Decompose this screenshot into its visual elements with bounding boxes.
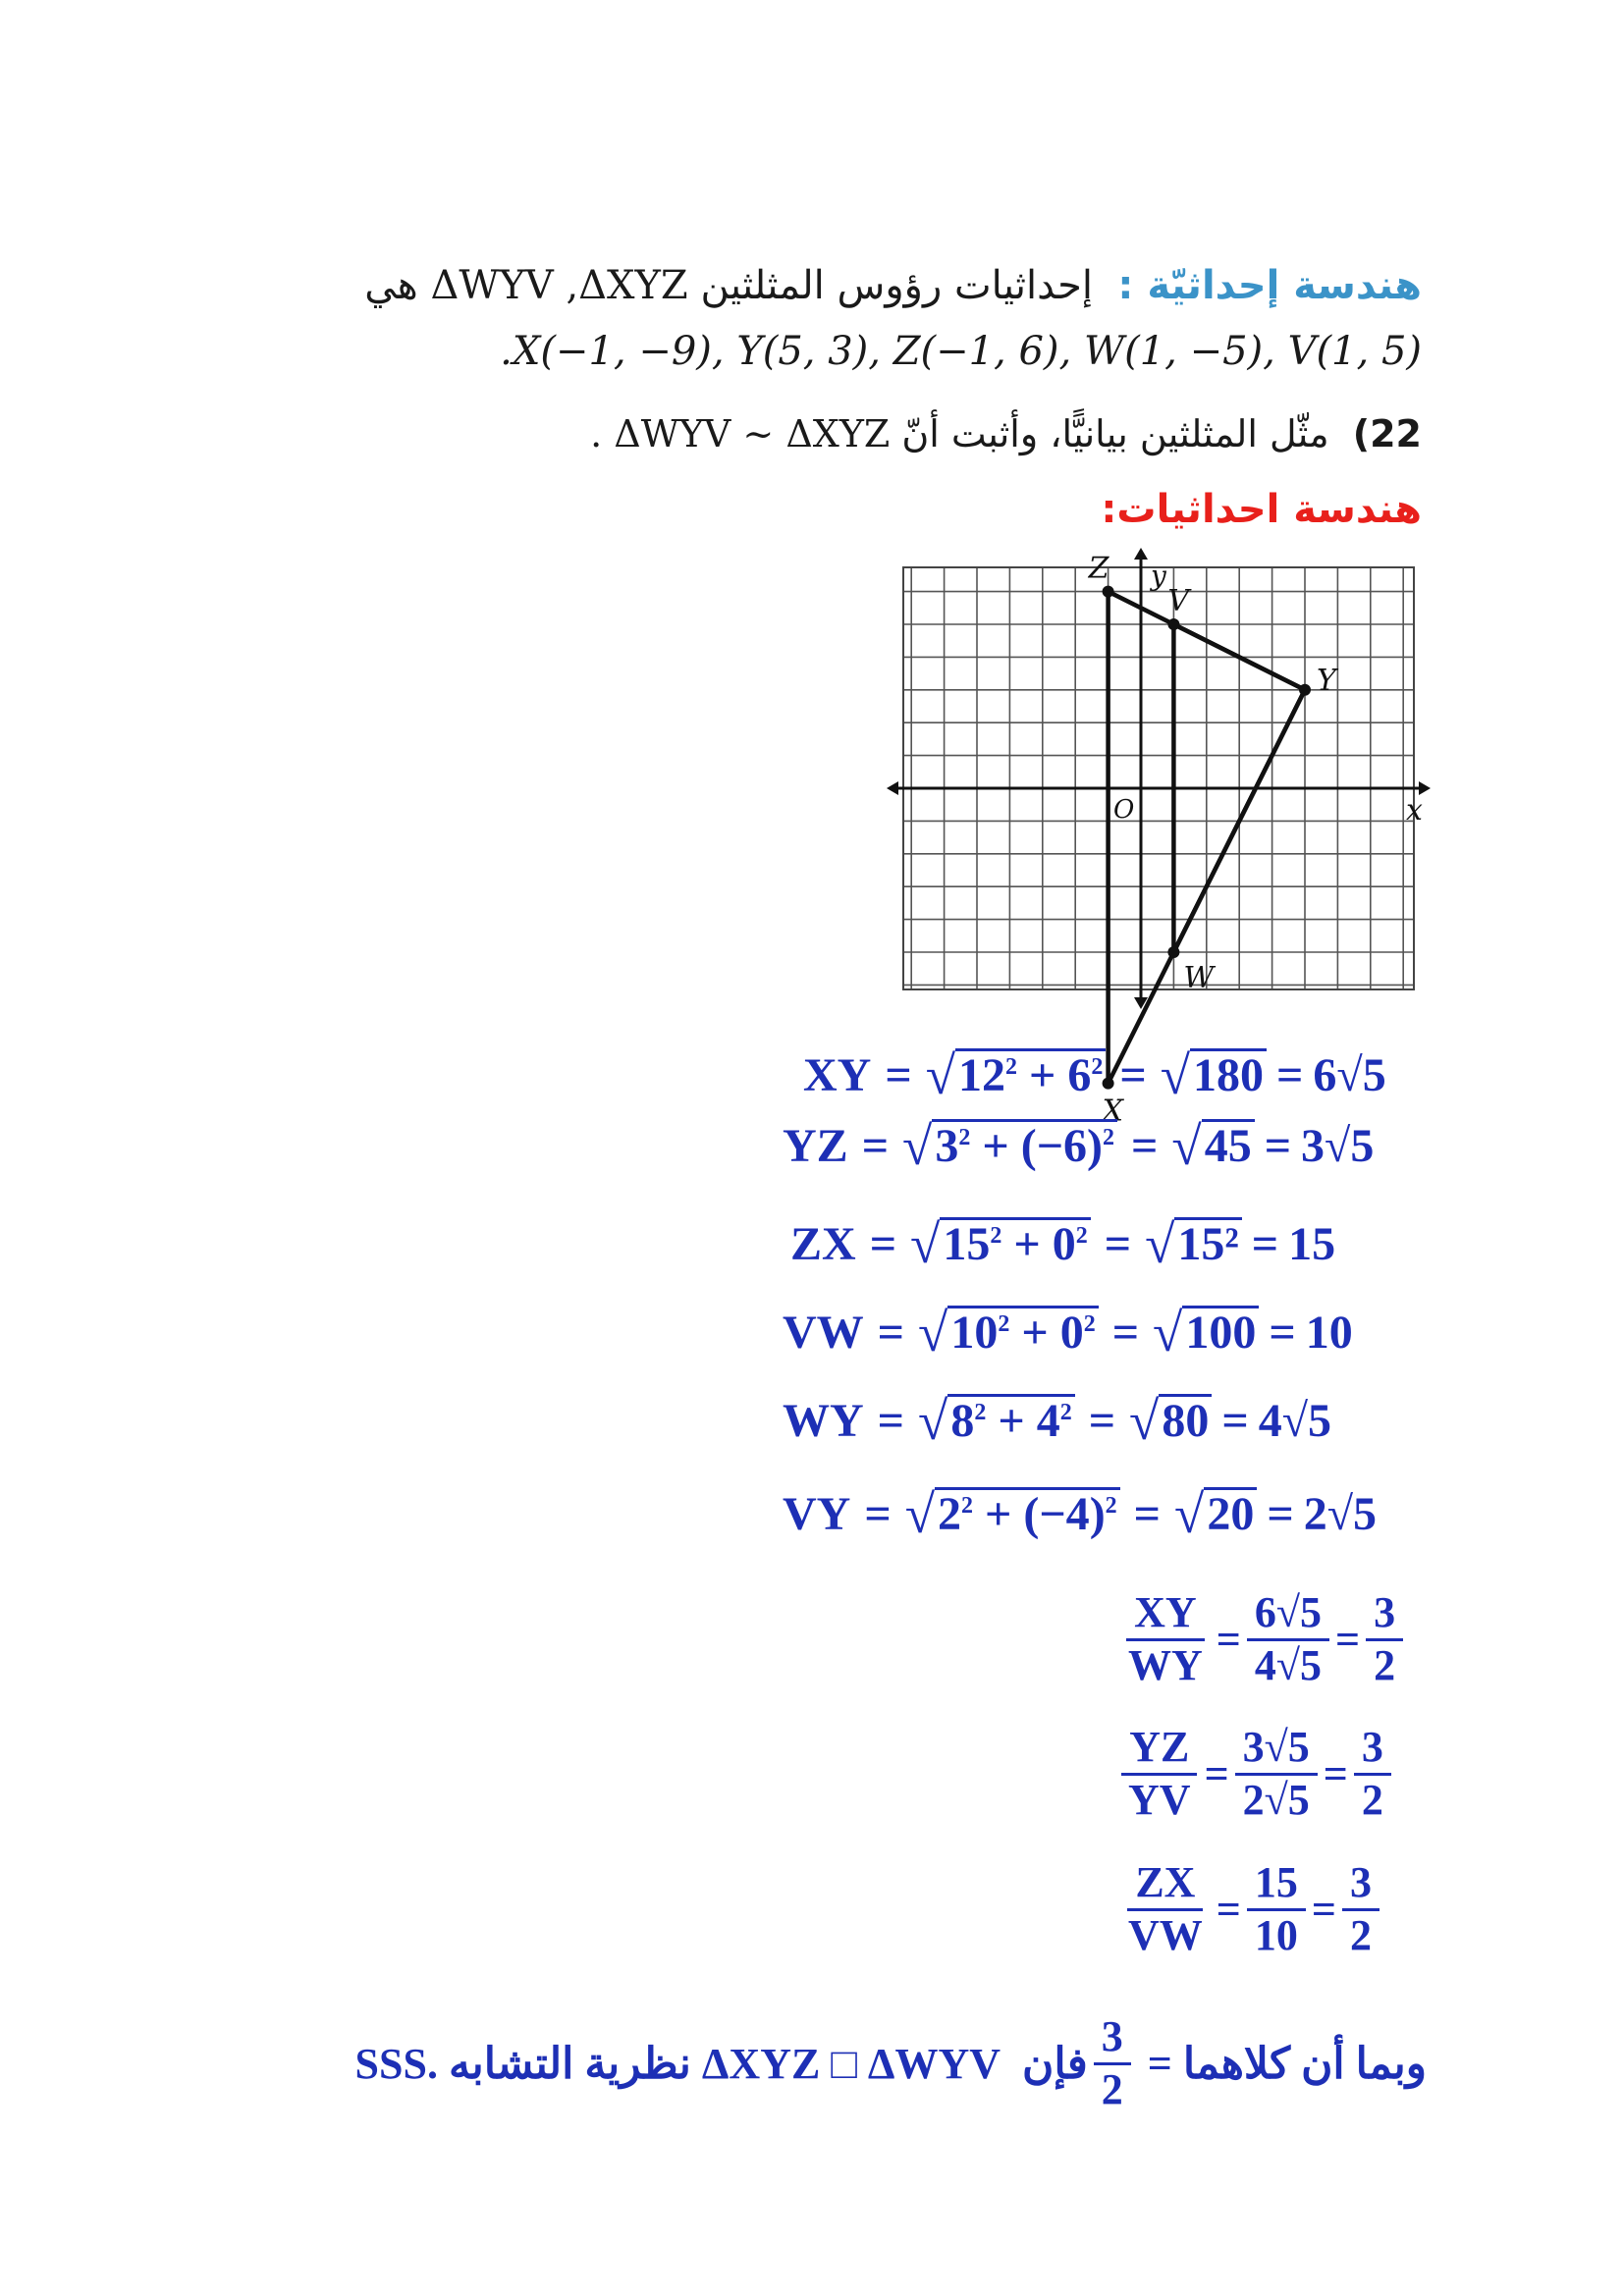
x-axis-label: x [1406, 793, 1423, 828]
conclusion-fraction [1094, 2012, 1131, 2114]
term-b: 6 [1067, 1049, 1092, 1101]
operator: + [998, 1395, 1025, 1447]
distance-equation: VY = √ $2^2 + (-4)^2$ = √ 20 = 2√5 [783, 1484, 1378, 1544]
term-b: 0 [1052, 1218, 1076, 1270]
question [590, 412, 1422, 455]
ratio-equation: $\frac{YZ}{YV}$ = $\frac{3√5}{2√5}$ = $\frac{3}{2}$ [1114, 1723, 1397, 1825]
ratio-value-den: 2 [1361, 1775, 1383, 1824]
ratio-lengths-num: 3√5 [1235, 1723, 1318, 1776]
problem-header [364, 263, 1422, 308]
simplified-radical: √ 15² [1145, 1217, 1242, 1271]
ratio-sides-num: YZ [1121, 1723, 1197, 1776]
vertices-list: .X(−1, −9), Y(5, 3), Z(−1, 6), W(1, −5), V(1, 5) [500, 329, 1422, 374]
segment-label: VY [783, 1488, 851, 1541]
ratio-lengths-den: 4√5 [1254, 1640, 1323, 1689]
ratio-lengths-den: 10 [1254, 1910, 1298, 1959]
theorem-name: SSS. [354, 2039, 438, 2088]
problem-intro: إحداثيات رؤوس المثلثين ΔWYV ,ΔXYZ هي [364, 263, 1093, 308]
radicand: 180 [1190, 1048, 1267, 1102]
y-axis-arrow-up [1134, 548, 1148, 560]
conclusion-frac-den: 2 [1101, 2064, 1123, 2113]
simplified-radical: √ 80 [1129, 1394, 1212, 1448]
distance-radical: √ $3^2 + (-6)^2$ [902, 1119, 1117, 1173]
distance-equation: WY = √ $8^2 + 4^2$ = √ 80 = 4√5 [783, 1391, 1332, 1451]
radicand: 15² [1174, 1217, 1241, 1271]
point-label-z: Z [1088, 551, 1109, 586]
point-y [1299, 684, 1311, 696]
ratio-sides [1120, 1858, 1211, 1960]
ratio-lengths-num: 6√5 [1247, 1588, 1329, 1641]
segment-label: YZ [783, 1120, 848, 1173]
distance-result: 6√5 [1313, 1049, 1386, 1102]
ratio-lengths-den: 2√5 [1242, 1775, 1310, 1824]
question-text: مثّل المثلثين بيانيًّا، وأثبت أنّ ΔWYV ~ ΔXYZ . [590, 412, 1329, 455]
distance-result: 2√5 [1303, 1488, 1378, 1541]
grid-lines [903, 567, 1414, 989]
ratio-lengths-num: 15 [1247, 1858, 1306, 1911]
distance-result: 15 [1288, 1218, 1336, 1271]
x-axis-arrow-left [887, 781, 898, 795]
conclusion-part1: وبما أن كلاهما [1182, 2039, 1427, 2088]
point-w [1167, 946, 1179, 958]
ratio-equation: $\frac{XY}{WY}$ = $\frac{6√5}{4√5}$ = $\frac{3}{2}$ [1114, 1588, 1409, 1690]
simplified-radical: √ 45 [1171, 1119, 1254, 1173]
distance-radical: √ $12^2 + 6^2$ [926, 1048, 1107, 1102]
segment-label: VW [783, 1307, 864, 1360]
operator: + [1021, 1307, 1049, 1359]
section-label: هندسة إحداثيّة : [1117, 263, 1422, 308]
point-label-v: V [1167, 584, 1190, 618]
simplified-radical: √ 180 [1161, 1048, 1267, 1102]
term-b: −6 [1036, 1120, 1088, 1172]
distance-radical: √ $15^2 + 0^2$ [910, 1217, 1091, 1271]
conclusion-frac-num: 3 [1094, 2012, 1131, 2065]
ratio-equation: $\frac{ZX}{VW}$ = $\frac{15}{10}$ = $\frac{3}{2}$ [1114, 1858, 1385, 1960]
point-label-y: Y [1317, 663, 1336, 698]
operator: + [1028, 1049, 1056, 1101]
distance-result: 4√5 [1258, 1395, 1332, 1448]
distance-radical: √ $10^2 + 0^2$ [918, 1306, 1099, 1360]
ratio-lengths [1247, 1588, 1329, 1690]
ratio-sides-den: VW [1128, 1910, 1203, 1959]
term-a: 12 [957, 1049, 1005, 1101]
ratio-value-num: 3 [1366, 1588, 1403, 1641]
graph-labels [1088, 552, 1423, 1129]
term-b: 0 [1059, 1307, 1084, 1359]
segment-label: ZX [790, 1218, 856, 1271]
radicand: 80 [1159, 1394, 1212, 1448]
term-b: 4 [1036, 1395, 1060, 1447]
term-a: 8 [950, 1395, 975, 1447]
point-label-w: W [1183, 961, 1215, 995]
question-number: 22) [1352, 412, 1422, 455]
ratio-value-den: 2 [1349, 1910, 1372, 1959]
term-a: 15 [943, 1218, 991, 1270]
simplified-radical: √ 20 [1174, 1487, 1257, 1541]
ratio-value [1366, 1588, 1403, 1690]
term-a: 3 [935, 1120, 959, 1172]
ratio-sides-den: WY [1128, 1640, 1203, 1689]
y-axis-label: y [1151, 560, 1166, 592]
origin-label: O [1113, 795, 1135, 825]
simplified-radical: √ 100 [1153, 1306, 1259, 1360]
operator: + [982, 1120, 1009, 1172]
ratio-sides-num: XY [1126, 1588, 1205, 1641]
radicand: 100 [1182, 1306, 1259, 1360]
ratio-value-num: 3 [1354, 1723, 1391, 1776]
point-v [1167, 618, 1179, 630]
ratio-lengths [1247, 1858, 1306, 1960]
radicand: 20 [1204, 1487, 1257, 1541]
ratio-sides [1120, 1723, 1199, 1825]
conclusion-part3: نظرية التشابه [448, 2039, 691, 2088]
ratio-value [1354, 1723, 1391, 1825]
conclusion-part2: فإن [1022, 2039, 1088, 2088]
ratio-value-den: 2 [1374, 1640, 1396, 1689]
ratio-sides-num: ZX [1127, 1858, 1203, 1911]
operator: + [984, 1488, 1012, 1540]
ratio-lengths [1235, 1723, 1318, 1825]
distance-result: 3√5 [1301, 1120, 1375, 1173]
point-z [1103, 586, 1114, 598]
distance-equation: XY = √ $12^2 + 6^2$ = √ 180 = 6√5 [803, 1045, 1386, 1105]
distance-equation: ZX = √ $15^2 + 0^2$ = √ 15² = 15 [790, 1214, 1336, 1274]
distance-equation: YZ = √ $3^2 + (-6)^2$ = √ 45 = 3√5 [783, 1116, 1375, 1176]
ratio-sides-den: YV [1128, 1775, 1191, 1824]
distance-equation: VW = √ $10^2 + 0^2$ = √ 100 = 10 [783, 1303, 1353, 1362]
segment-label: WY [783, 1395, 864, 1448]
radicand: 45 [1202, 1119, 1255, 1173]
term-a: 10 [950, 1307, 999, 1359]
term-b: −4 [1039, 1488, 1090, 1540]
point-label-x: X [1102, 1094, 1123, 1129]
ratio-value [1342, 1858, 1380, 1960]
distance-result: 10 [1305, 1307, 1353, 1360]
ratio-sides [1120, 1588, 1211, 1690]
similarity-statement: ΔXYZ □ ΔWYV [701, 2039, 1001, 2088]
operator: + [1013, 1218, 1041, 1270]
term-a: 2 [937, 1488, 961, 1540]
conclusion-equals: = [1147, 2039, 1172, 2088]
solution-title: هندسة احداثيات: [1101, 487, 1422, 532]
distance-radical: √ $8^2 + 4^2$ [918, 1394, 1075, 1448]
ratio-value-num: 3 [1342, 1858, 1380, 1911]
segment-label: XY [803, 1049, 872, 1102]
conclusion [355, 2012, 1427, 2114]
distance-radical: √ $2^2 + (-4)^2$ [905, 1487, 1120, 1541]
